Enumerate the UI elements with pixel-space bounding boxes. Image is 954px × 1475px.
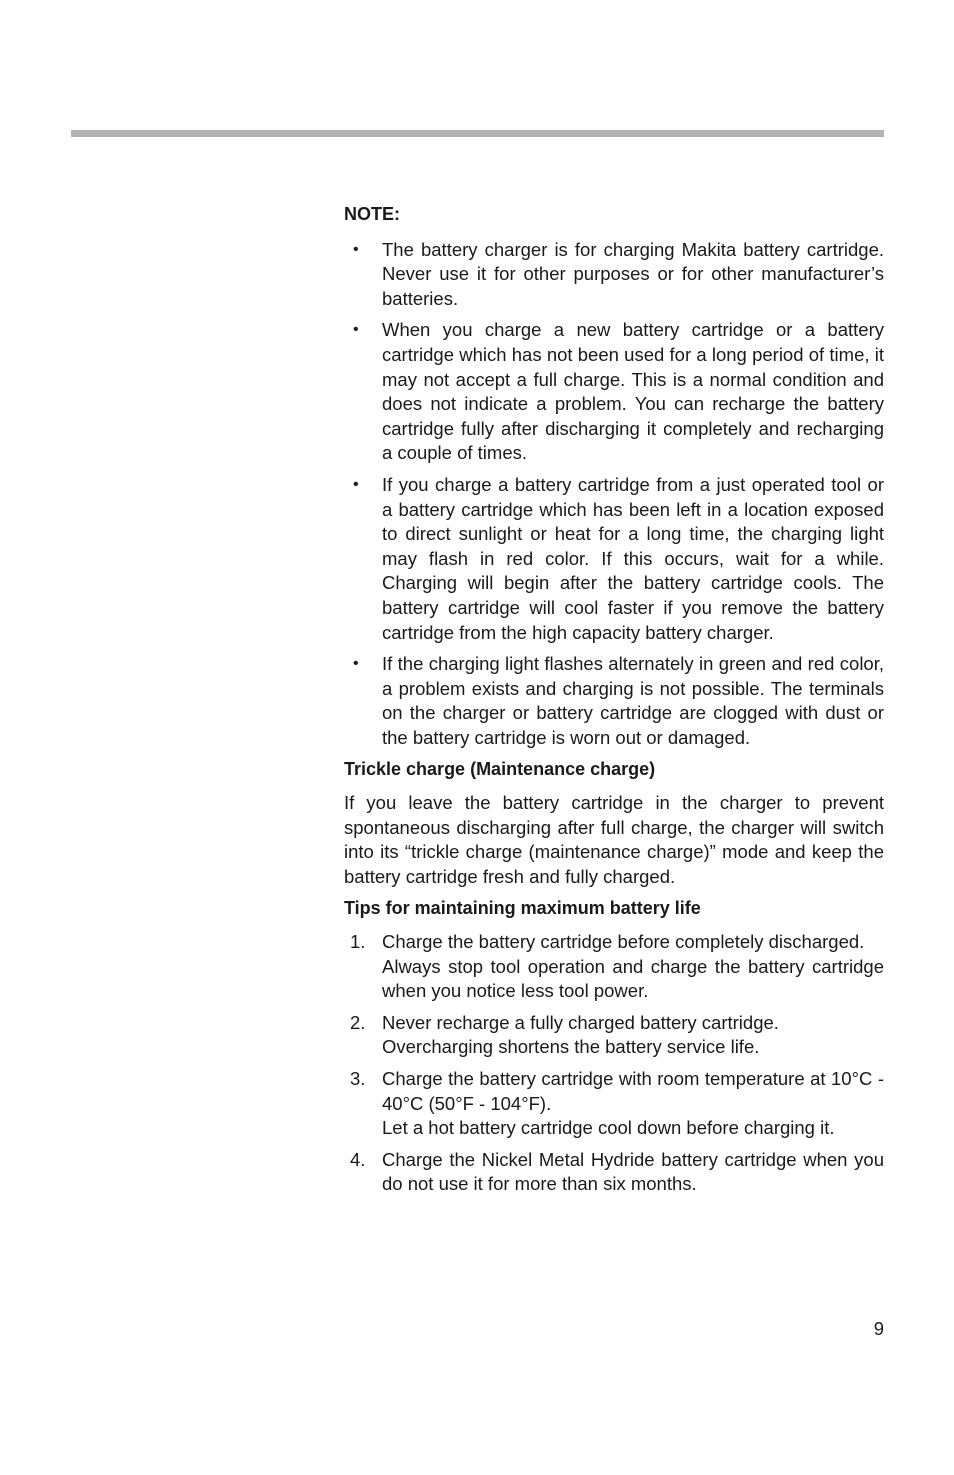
note-heading: NOTE: (344, 204, 400, 224)
tip-item (344, 1067, 884, 1141)
tip-number: 4. (350, 1148, 366, 1170)
tip-main-text: Charge the Nickel Metal Hydride battery cartridge when you do not use it for more than six months. (382, 1148, 884, 1195)
note-item-text: The battery charger is for charging Makita battery cartridge. Never use it for other purposes or for other manufacturer’s batteries. (382, 238, 884, 309)
tip-item (344, 930, 884, 1004)
tip-item (344, 1011, 884, 1060)
tip-body (382, 930, 884, 1004)
note-item-text: When you charge a new battery cartridge or a battery cartridge which has not been used for a long period of time, it may not accept a full charge. This is a normal condition and does not indicate a problem. You can recharge the battery cartridge fully after discharging it completely and recharging a couple of times. (382, 319, 884, 464)
tip-number: 3. (350, 1068, 366, 1089)
trickle-charge-text: If you leave the battery cartridge in the charger to prevent spontaneous discharging after full charge, the charger will switch into its “trickle charge (maintenance charge)” mode and keep the battery cartridge fresh and fully charged. (344, 792, 884, 887)
tip-main-text: Never recharge a fully charged battery cartridge. (382, 1011, 779, 1033)
top-rule (71, 130, 884, 137)
tip-body (382, 1067, 884, 1141)
note-item-text: If you charge a battery cartridge from a just operated tool or a battery cartridge which has been left in a location exposed to direct sunlight or heat for a long time, the charging light may flash in red color. If this occurs, wait for a while. Charging will begin after the battery cartridge cools. The battery cartridge will cool faster if you remove the battery cartridge from the high capacity battery charger. (382, 473, 884, 643)
note-item (344, 652, 884, 750)
tip-detail-text: Overcharging shortens the battery service life. (382, 1036, 760, 1058)
tip-detail-text: Always stop tool operation and charge the battery cartridge when you notice less tool power. (382, 955, 884, 1002)
tip-main-text: Charge the battery cartridge before completely discharged. (382, 931, 865, 953)
tip-number: 1. (350, 931, 366, 953)
tip-body (382, 1011, 884, 1060)
bullet-marker: • (353, 475, 359, 493)
bullet-marker: • (353, 321, 359, 339)
main-content (344, 202, 884, 1204)
page-number: 9 (873, 1318, 884, 1339)
bullet-marker: • (353, 240, 359, 258)
note-list (344, 238, 884, 751)
note-item (344, 318, 884, 466)
tip-main-text: Charge the battery cartridge with room temperature at 10°C - 40°C (50°F - 104°F). (382, 1068, 884, 1114)
tip-number: 2. (350, 1011, 366, 1033)
tip-item (344, 1148, 884, 1197)
note-item-text: If the charging light flashes alternately in green and red color, a problem exists and charging is not possible. The terminals on the charger or battery cartridge are clogged with dust or the battery cartridge is worn out or damaged. (382, 653, 884, 748)
tip-body (382, 1148, 884, 1197)
tips-heading: Tips for maintaining maximum battery life (344, 898, 701, 919)
bullet-marker: • (353, 655, 359, 673)
note-item (344, 473, 884, 645)
trickle-charge-heading: Trickle charge (Maintenance charge) (344, 759, 656, 780)
tip-detail-text: Let a hot battery cartridge cool down before charging it. (382, 1117, 835, 1139)
note-item (344, 238, 884, 312)
tips-list (344, 930, 884, 1197)
